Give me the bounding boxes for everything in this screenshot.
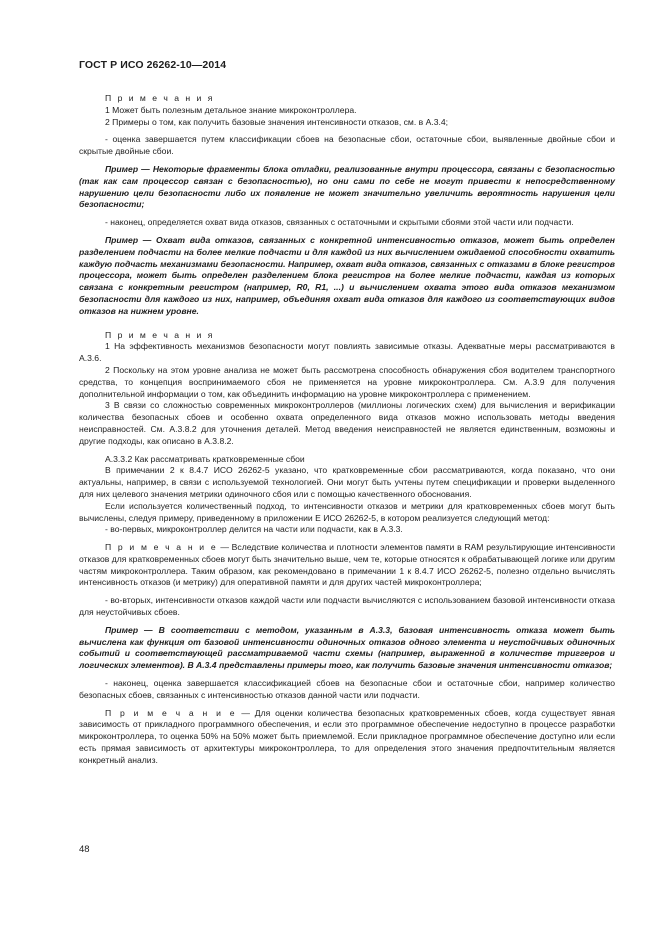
- note-item: 2 Поскольку на этом уровне анализа не может быть рассмотрена способность обнаружения сбоя водителем транспортного средства, то концепция воспринимаемого сбоя не применяется на уровне микроконтроллера. См. А.3.9 для получения дополнительной информации о том, как объединить информацию на уровне микроконтроллера с применением.: [79, 364, 615, 399]
- body-paragraph: Если используется количественный подход, то интенсивности отказов и метрики для кратковременных сбоев могут быть вычислены, следуя примеру, приведенному в приложении Е ИСО 26262-5, в котором реализуется следующий метод:: [79, 500, 615, 523]
- note-text: — Вследствие количества и плотности элементов памяти в RAM результирующие интенсивности отказов для кратковременных сбоев могут быть значительно выше, чем те, которые относятся к обрабатывающей логике или другим частям микроконтроллера. Таким образом, как рекомендовано в примечании 1 к 8.4.7 ИСО 26262-5, полезно отдельно вычислять интенсивность отказов (и метрику) для оперативной памяти и для других частей микроконтроллера;: [79, 542, 616, 588]
- body-paragraph: - во-вторых, интенсивности отказов каждой части или подчасти вычисляются с использованием базовой интенсивности отказа для неустойчивых сбоев.: [79, 595, 615, 618]
- page-header: ГОСТ Р ИСО 26262-10—2014: [79, 59, 227, 71]
- notes-label: П р и м е ч а н и я: [105, 93, 215, 103]
- note-paragraph: [79, 542, 615, 589]
- example-paragraph: Пример — Охват вида отказов, связанных с конкретной интенсивностью отказов, может быть определен разделением подчасти на более мелкие подчасти и для каждой из них вычислением ожидаемой способности охватить каждую подчасть механизмами безопасности. Например, охват вида отказов, связанных с отказами в блоке регистров процессора, может быть определен разделением блока регистров на более мелкие подчасти, каждая из которых связана с конкретным регистром (например, R0, R1, ...) и вычислением охвата этого вида отказов механизмом безопасности для каждого из них, например, объединяя охват вида отказов для каждого из соответствующих видов отказов на нижнем уровне.: [79, 234, 615, 316]
- body-paragraph: - оценка завершается путем классификации сбоев на безопасные сбои, остаточные сбои, выявленные двойные сбои и скрытые двойные сбои.: [79, 134, 615, 157]
- page-body: [79, 93, 615, 767]
- section-heading: А.3.3.2 Как рассматривать кратковременные сбои: [105, 453, 305, 464]
- page-number: 48: [79, 844, 90, 855]
- note-item: 3 В связи со сложностью современных микроконтроллеров (миллионы логических схем) для вычисления и верификации количества безопасных сбоев и особенно охвата определенного вида отказов можно использовать методы введения неисправностей. См. А.3.8.2 для уточнения деталей. Метод введения неисправностей не является единственным, возможны и другие подходы, как описано в А.3.8.2.: [79, 400, 615, 446]
- example-paragraph: Пример — Некоторые фрагменты блока отладки, реализованные внутри процессора, связаны с безопасностью (так как сам процессор связан с безопасностью), но они сами по себе не могут привести к непосредственному нарушению цели безопасности либо их появление не может значительно увеличить вероятность нарушения цели безопасности;: [79, 163, 615, 210]
- note-label: П р и м е ч а н и е: [105, 707, 237, 718]
- note-paragraph: [79, 708, 615, 767]
- body-paragraph: В примечании 2 к 8.4.7 ИСО 26262-5 указано, что кратковременные сбои рассматриваются, когда показано, что они актуальны, например, в связи с используемой технологией. Они могут быть учтены путем спецификации и проверки выделенного для них целевого значения метрики одиночного сбоя или с помощью качественного обоснования.: [79, 465, 615, 499]
- body-paragraph: - во-первых, микроконтроллер делится на части или подчасти, как в А.3.3.: [105, 524, 403, 535]
- note-item: 2 Примеры о том, как получить базовые значения интенсивности отказов, см. в А.3.4;: [105, 116, 449, 127]
- note-item: 1 На эффективность механизмов безопасности могут повлиять зависимые отказы. Адекватные меры рассматриваются в А.3.6.: [79, 341, 615, 364]
- notes-label: П р и м е ч а н и я: [105, 329, 215, 340]
- note-label: П р и м е ч а н и е: [105, 542, 218, 553]
- body-paragraph: - наконец, определяется охват вида отказов, связанных с остаточными и скрытыми сбоями этой части или подчасти.: [105, 217, 574, 228]
- example-paragraph: Пример — В соответствии с методом, указанным в А.3.3, базовая интенсивность отказа может быть вычислена как функция от базовой интенсивности одиночных отказов одного элемента и неустойчивых одиночных событий и соответствующей рассматриваемой части схемы (например, выраженной в количестве триггеров и логических элементов). В А.3.4 представлены примеры того, как получить базовые значения интенсивности отказов;: [79, 624, 615, 671]
- note-item: 1 Может быть полезным детальное знание микроконтроллера.: [105, 104, 357, 115]
- note-text: — Для оценки количества безопасных кратковременных сбоев, когда существует явная зависимость от прикладного программного обеспечения, и если это программное обеспечение недоступно в процессе разработки микроконтроллера, то оценка 50% на 50% может быть приемлемой. Если прикладное программное обеспечение доступно или если есть прямая зависимость от архитектуры микроконтроллера, то для определения этого значения предпочтительным является конкретный анализ.: [79, 707, 616, 765]
- body-paragraph: - наконец, оценка завершается классификацией сбоев на безопасные сбои и остаточные сбои, например количество безопасных сбоев, связанных с интенсивностью отказов данной части или подчасти.: [79, 678, 615, 700]
